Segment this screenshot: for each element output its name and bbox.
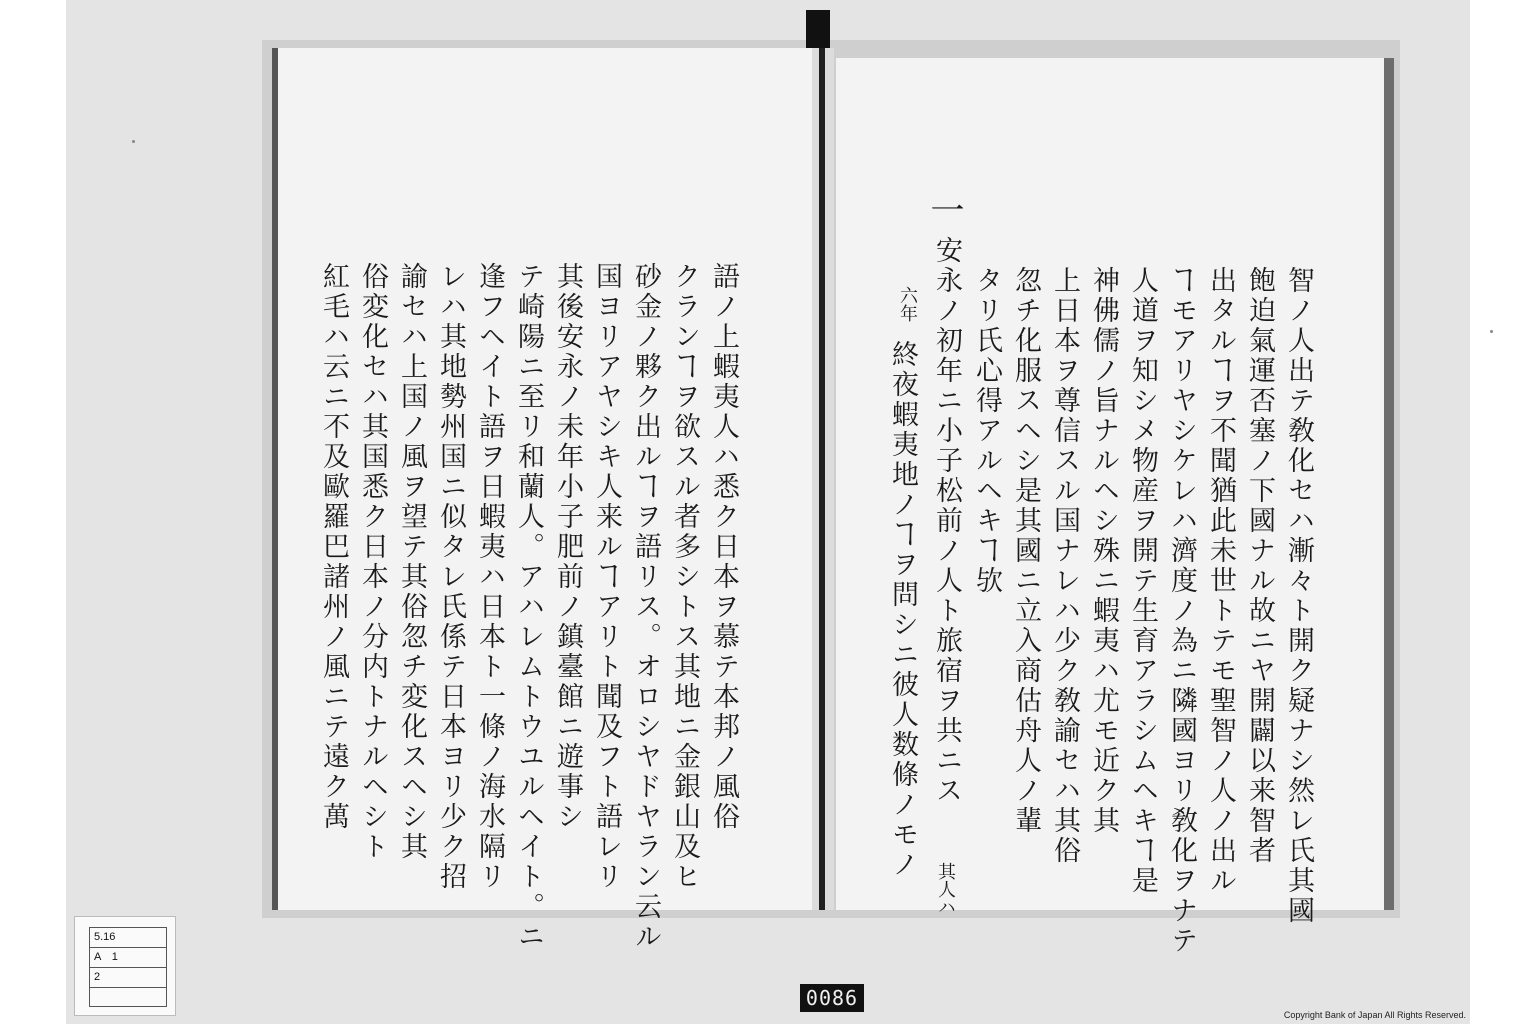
archive-label-row-2: A 1	[90, 948, 166, 968]
entry-note: 其人ハ	[935, 862, 956, 916]
left-col-2: クランヿヲ欲スル者多シトス其地ニ金銀山及ヒ	[669, 262, 700, 892]
right-col-2: 飽迫氣運否塞ノ下國ナル故ニヤ開闢以来智者	[1244, 266, 1275, 866]
archive-label-row-4	[90, 988, 166, 1007]
archive-label-row-3: 2	[90, 968, 166, 988]
speck	[1490, 330, 1493, 333]
right-margin	[1470, 0, 1536, 1024]
right-col-4: ヿモアリヤシケレハ濟度ノ為ニ隣國ヨリ敎化ヲナテ	[1166, 266, 1197, 956]
right-col-5: 人道ヲ知シメ物産ヲ開テ生育アラシムヘキヿ是	[1127, 266, 1158, 896]
spine-gutter	[819, 48, 825, 910]
copyright-notice: Copyright Bank of Japan All Rights Reserved.	[1283, 1010, 1466, 1020]
binding-clip	[806, 10, 830, 48]
archive-label	[74, 916, 176, 1016]
section-heading: 一	[924, 192, 964, 229]
right-col-1: 智ノ人出テ敎化セハ漸々ト開ク疑ナシ然レ氏其國	[1283, 266, 1314, 926]
left-col-9: 諭セハ上国ノ風ヲ望テ其俗忽チ変化スヘシ其	[396, 262, 427, 862]
right-col-8: 忽チ化服スヘシ是其國ニ立入商估舟人ノ輩	[1010, 266, 1041, 836]
left-col-8: レハ其地勢州国ニ似タレ氏係テ日本ヨリ少ク招	[435, 262, 466, 892]
frame-number: 0086	[800, 984, 864, 1012]
right-col-9: タリ氏心得アルヘキヿ欤	[971, 266, 1002, 596]
left-col-4: 国ヨリアヤシキ人来ルヿアリト聞及フト語レリ	[591, 262, 622, 892]
entry-sub-note: 六年	[897, 286, 918, 322]
left-col-3: 砂金ノ夥ク出ルヿヲ語リス。オロシヤドヤラン云ル	[630, 262, 661, 952]
entry-lead: 安永ノ初年ニ小子松前ノ人ト旅宿ヲ共ニス	[931, 236, 962, 806]
left-col-1: 語ノ上蝦夷人ハ悉ク日本ヲ慕テ本邦ノ風俗	[708, 262, 739, 832]
archive-label-grid	[89, 927, 167, 1007]
left-col-10: 俗変化セハ其国悉ク日本ノ分内トナルヘシト	[357, 262, 388, 862]
speck	[132, 140, 135, 143]
entry-tail: 終夜蝦夷地ノヿヲ問シニ彼人数條ノモノ	[887, 340, 918, 880]
right-col-3: 出タルヿヲ不聞猶此未世トテモ聖智ノ人ノ出ル	[1205, 266, 1236, 896]
right-col-6: 神佛儒ノ旨ナルヘシ殊ニ蝦夷ハ尤モ近ク其	[1088, 266, 1119, 836]
left-col-5: 其後安永ノ未年小子肥前ノ鎮臺館ニ遊事シ	[552, 262, 583, 832]
left-col-11: 紅毛ハ云ニ不及歐羅巴諸州ノ風ニテ遠ク萬	[318, 262, 349, 832]
left-col-6: テ崎陽ニ至リ和蘭人。アハレムトウユルヘイト。ニ	[513, 262, 544, 952]
right-col-7: 上日本ヲ尊信スル国ナレハ少ク敎諭セハ其俗	[1049, 266, 1080, 866]
left-col-7: 逢フヘイト語ヲ日蝦夷ハ日本ト一條ノ海水隔リ	[474, 262, 505, 892]
archive-label-row-1: 5.16	[90, 928, 166, 948]
left-margin	[0, 0, 66, 1024]
